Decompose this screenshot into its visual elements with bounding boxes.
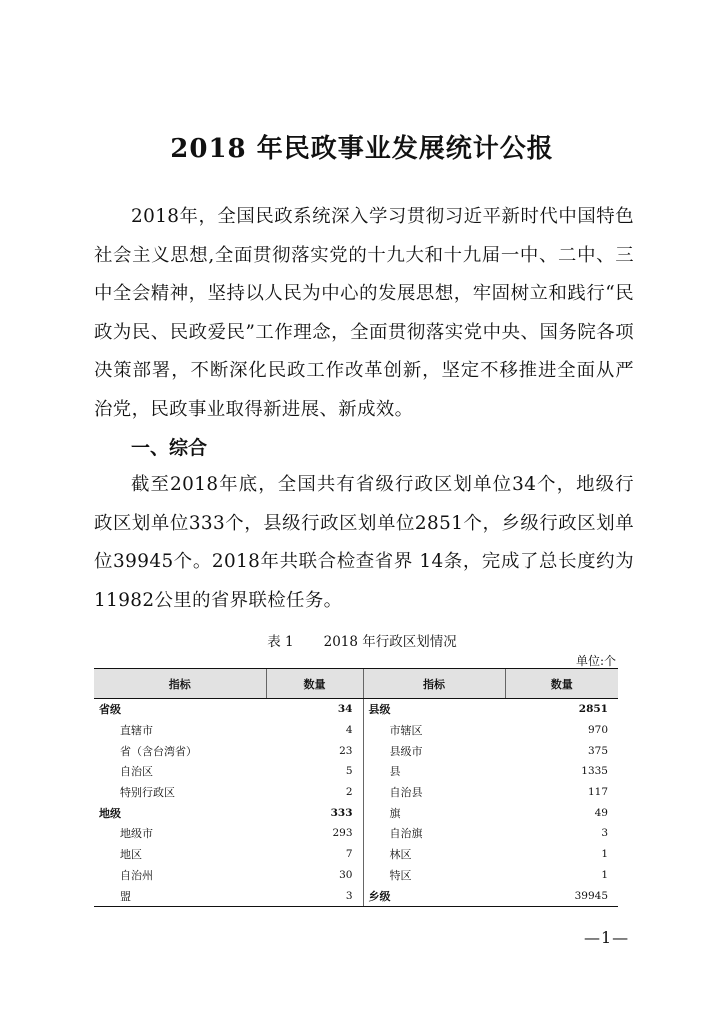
row-value: 23	[339, 744, 353, 757]
row-value: 3	[601, 827, 608, 840]
row-label: 乡级	[363, 885, 505, 906]
table-row	[94, 782, 618, 803]
row-value: 1	[601, 848, 608, 861]
row-value: 39945	[505, 885, 618, 906]
row-value: 1335	[581, 765, 608, 778]
table-title: 2018 年行政区划情况	[323, 634, 457, 650]
table-row	[94, 740, 618, 761]
table-row	[94, 802, 618, 823]
row-label: 直辖市	[120, 724, 153, 738]
row-value: 2	[345, 786, 353, 799]
section-heading: 一、综合	[131, 437, 208, 459]
row-label: 自治旗	[363, 823, 505, 844]
row-label: 地级	[99, 806, 121, 820]
table-row	[94, 885, 618, 906]
row-value: 4	[345, 724, 353, 737]
row-label: 自治州	[120, 868, 153, 882]
intro-paragraph: 2018年，全国民政系统深入学习贯彻习近平新时代中国特色社会主义思想,全面贯彻落实党的十九大和十九届一中、二中、三中全会精神，坚持以人民为中心的发展思想，牢固树立和践行“民政为民、民政爱民”工作理念，全面贯彻落实党中央、国务院各项决策部署，不断深化民政工作改革创新，坚定不移推进全面从严治党，民政事业取得新进展、新成效。	[94, 206, 634, 420]
row-label: 旗	[363, 802, 505, 823]
table-row	[94, 720, 618, 741]
row-label: 县	[363, 761, 505, 782]
row-value: 1	[601, 868, 608, 881]
column-header: 数量	[505, 669, 618, 699]
row-label: 市辖区	[363, 720, 505, 741]
row-value: 117	[587, 786, 608, 799]
column-header: 指标	[363, 669, 505, 699]
table-caption	[0, 630, 724, 650]
row-label: 省级	[99, 703, 121, 717]
table-unit: 单位:个	[575, 654, 616, 668]
row-label: 地级市	[120, 827, 153, 841]
row-label: 林区	[363, 844, 505, 865]
row-label: 特区	[363, 865, 505, 886]
row-value: 5	[345, 765, 353, 778]
row-value: 293	[332, 827, 353, 840]
row-value: 375	[587, 744, 608, 757]
table-row	[94, 844, 618, 865]
row-label: 省（含台湾省）	[120, 744, 197, 758]
page-number: —1—	[584, 928, 630, 947]
row-value: 34	[337, 703, 353, 716]
row-value: 30	[339, 868, 353, 881]
row-label: 地区	[120, 848, 142, 862]
table-label: 表 1	[267, 634, 294, 650]
row-value: 7	[345, 848, 353, 861]
row-value: 3	[266, 885, 363, 906]
admin-division-table	[94, 668, 618, 907]
row-label: 县级	[363, 699, 505, 720]
row-label: 盟	[94, 885, 266, 906]
section-paragraph: 截至2018年底，全国共有省级行政区划单位34个，地级行政区划单位333个，县级行政区划单位2851个，乡级行政区划单位39945个。2018年共联合检查省界 14条，完成了总长度约为11982公里的省界联检任务。	[94, 474, 634, 611]
row-value: 333	[330, 806, 353, 819]
table-row	[94, 699, 618, 720]
table-row	[94, 761, 618, 782]
row-label: 自治县	[363, 782, 505, 803]
row-label: 特别行政区	[120, 786, 175, 800]
row-label: 自治区	[120, 765, 153, 779]
row-value: 970	[587, 724, 608, 737]
row-label: 县级市	[363, 740, 505, 761]
column-header: 指标	[94, 669, 266, 699]
row-value: 49	[594, 806, 608, 819]
column-header: 数量	[266, 669, 363, 699]
table-row	[94, 823, 618, 844]
table-header-row	[94, 669, 618, 699]
page-title: 2018 年民政事业发展统计公报	[170, 134, 554, 164]
row-value: 2851	[578, 703, 608, 716]
table-row	[94, 865, 618, 886]
